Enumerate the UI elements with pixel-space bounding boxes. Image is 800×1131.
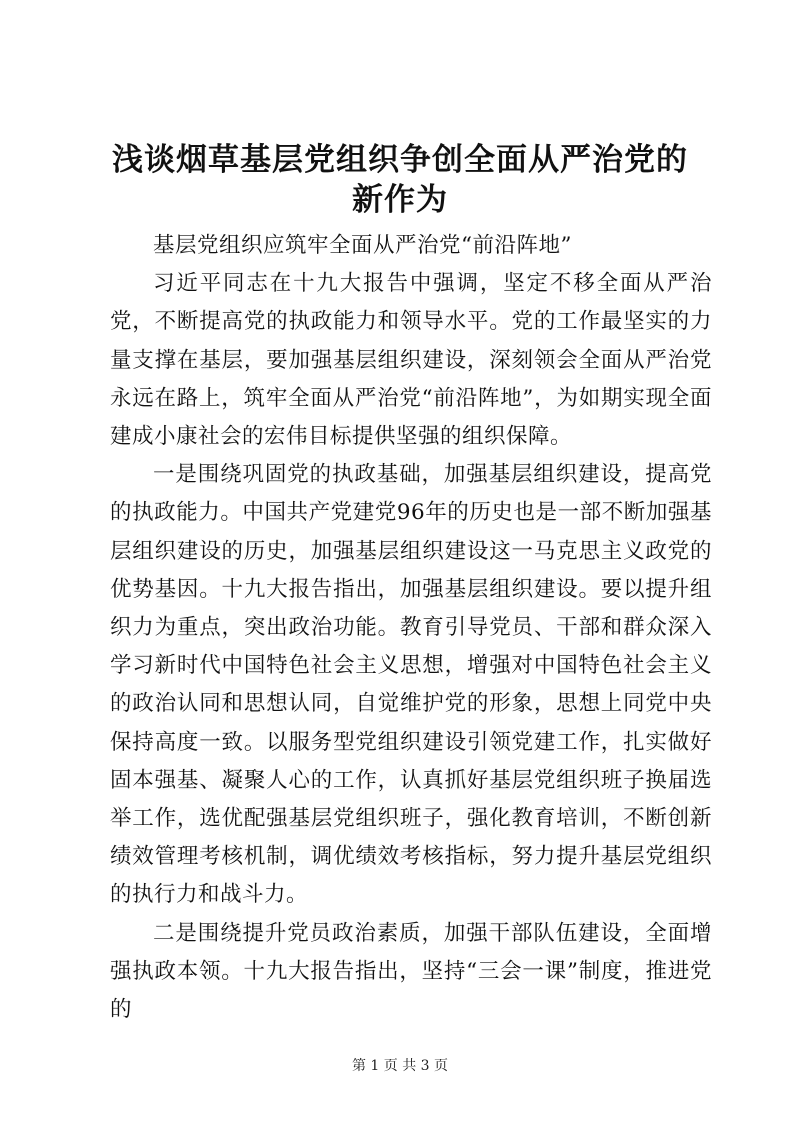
body-paragraph: 二是围绕提升党员政治素质，加强干部队伍建设，全面增强执政本领。十九大报告指出，坚持“三会一课”制度，推进党的 [110, 920, 712, 1023]
document-body [110, 227, 712, 1029]
page-footer: 第 1 页 共 3 页 [351, 1058, 449, 1074]
section-heading-paragraph: 基层党组织应筑牢全面从严治党“前沿阵地” [153, 233, 572, 258]
body-paragraph: 习近平同志在十九大报告中强调，坚定不移全面从严治党，不断提高党的执政能力和领导水平。党的工作最坚实的力量支撑在基层，要加强基层组织建设，深刻领会全面从严治党永远在路上，筑牢全面从严治党“前沿阵地”，为如期实现全面建成小康社会的宏伟目标提供坚强的组织保障。 [110, 271, 712, 450]
body-paragraph: 一是围绕巩固党的执政基础，加强基层组织建设，提高党的执政能力。中国共产党建党96年的历史也是一部不断加强基层组织建设的历史，加强基层组织建设这一马克思主义政党的优势基因。十九大报告指出，加强基层组织建设。要以提升组织力为重点，突出政治功能。教育引导党员、干部和群众深入学习新时代中国特色社会主义思想，增强对中国特色社会主义的政治认同和思想认同，自觉维护党的形象，思想上同党中央保持高度一致。以服务型党组织建设引领党建工作，扎实做好固本强基、凝聚人心的工作，认真抓好基层党组织班子换届选举工作，选优配强基层党组织班子，强化教育培训，不断创新绩效管理考核机制，调优绩效考核指标，努力提升基层党组织的执行力和战斗力。 [110, 462, 712, 908]
document-title: 浅谈烟草基层党组织争创全面从严治党的新作为 [112, 142, 688, 218]
